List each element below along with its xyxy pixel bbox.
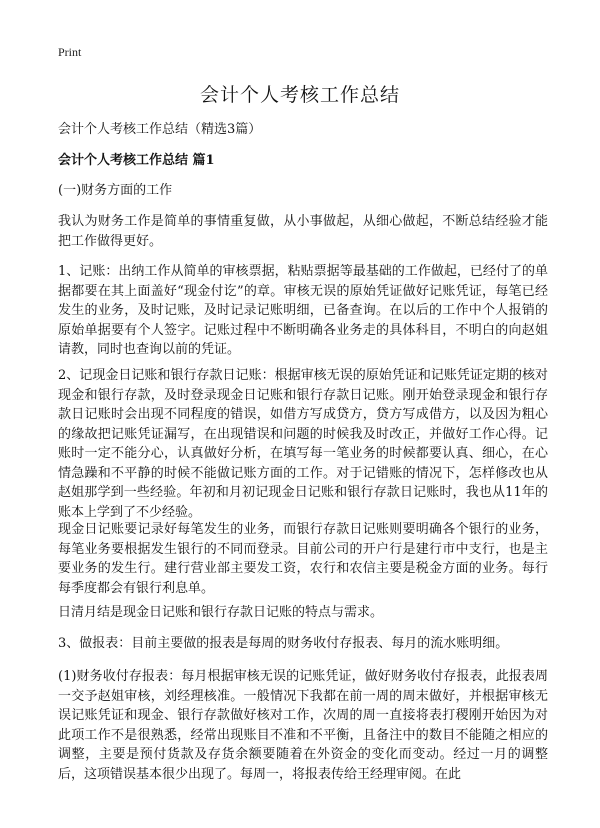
paragraph-daily-settlement: 日清月结是现金日记账和银行存款日记账的特点与需求。	[58, 605, 384, 620]
document-title: 会计个人考核工作总结	[199, 84, 400, 106]
paragraph-financial-report: (1)财务收付存报表：每月根据审核无误的记账凭证，做好财务收付存报表，此报表周一交予赵姐审核，刘经理核准。一般情况下我都在前一周的周末做好，并根据审核无误记账凭证和现金、银行存款做好核对工作，次周的周一直接将表打稷刚开始因为对此项工作不是很熟悉，经常出现账目不准和不平衡，且备注中的数目不能随之相应的调整，主要是预付货款及存货余额要随着在外资金的变化而变动。经过一月的调整后，这项错误基本很少出现了。每周一，将报表传给王经理审阅。在此	[58, 669, 548, 782]
print-link[interactable]: Print	[58, 45, 82, 59]
paragraph-bookkeeping: 1、记账：出纳工作从简单的审核票据，粘贴票据等最基础的工作做起，已经付了的单据都要在其上面盖好“现金付讫”的章。审核无误的原始凭证做好记账凭证，每笔已经发生的业务，及时记账，及时记录记账明细，已备查询。在以后的工作中个人报销的原始单据要有个人签字。记账过程中不断明确各业务走的具体科目，不明白的向赵姐请教，同时也查询以前的凭证。	[58, 264, 548, 357]
paragraph-cash-journal: 现金日记账要记录好每笔发生的业务，而银行存款日记账则要明确各个银行的业务，每笔业务要根据发生银行的不同而登录。目前公司的开户行是建行市中支行，也是主要业务的发生行。建行营业部主要发工资，农行和农信主要是税金方面的业务。每行每季度都会有银行利息单。	[58, 522, 548, 596]
section-heading: 会计个人考核工作总结 篇1	[58, 153, 215, 168]
sub-heading: (一)财务方面的工作	[58, 183, 173, 198]
paragraph-journal: 2、记现金日记账和银行存款日记账：根据审核无误的原始凭证和记账凭证定期的核对现金和银行存款，及时登录现金日记账和银行存款日记账。刚开始登录现金和银行存款日记账时会出现不同程度的错误，如借方写成贷方，贷方写成借方，以及因为粗心的缘故把记账凭证漏写，在出现错误和问题的时候我及时改正，并做好工作心得。记账时一定不能分心，认真做好分析，在填写每一笔业务的时候都要认真、细心，在心情急躁和不平静的时候不能做记账方面的工作。对于记错账的情况下，怎样修改也从赵姐那学到一些经验。年初和月初记现金日记账和银行存款日记账时，我也从11年的账本上学到了不少经验。	[58, 368, 548, 520]
paragraph-intro: 我认为财务工作是简单的事情重复做，从小事做起，从细心做起，不断总结经验才能把工作做得更好。	[58, 214, 548, 249]
document-subtitle: 会计个人考核工作总结（精选3篇）	[58, 122, 262, 137]
paragraph-reports: 3、做报表：目前主要做的报表是每周的财务收付存报表、每月的流水账明细。	[58, 636, 509, 651]
